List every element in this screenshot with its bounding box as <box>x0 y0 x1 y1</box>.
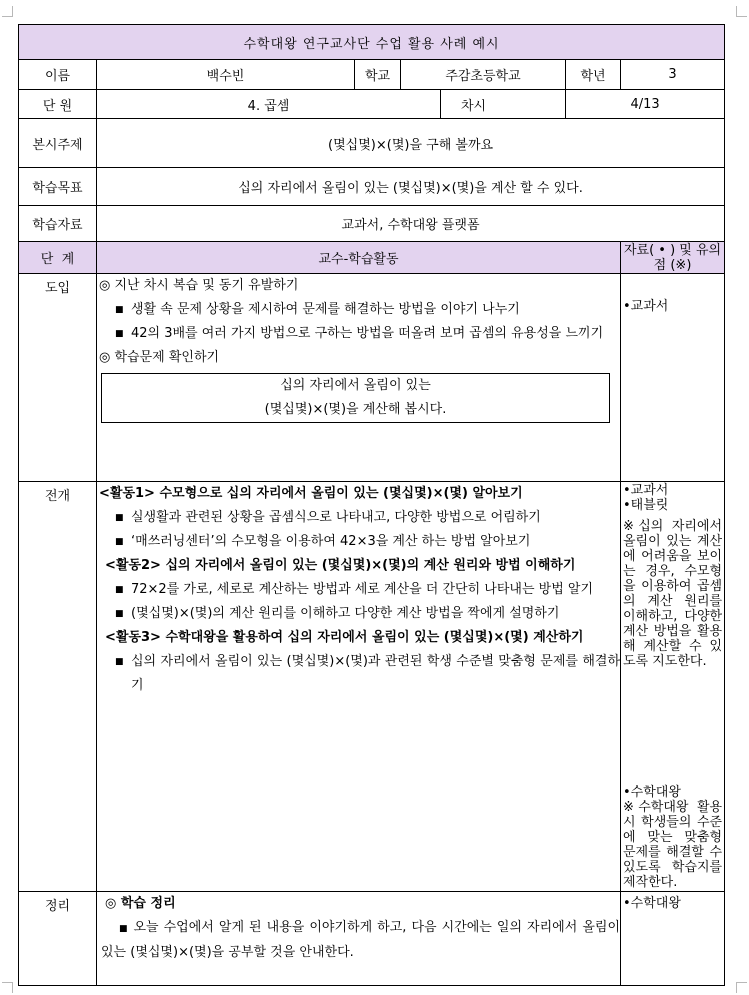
list-item: ■ 십의 자리에서 올림이 있는 (몇십몇)×(몇)과 관련된 학생 수준별 맞춤형 문제를 해결하기 <box>97 650 620 698</box>
learning-goal: 십의 자리에서 올림이 있는 (몇십몇)×(몇)을 계산 할 수 있다. <box>97 168 725 206</box>
intro-heading-goal: ◎ 학습문제 확인하기 <box>99 350 220 365</box>
material-note: •교과서 <box>623 299 669 314</box>
grade-value: 3 <box>621 60 725 90</box>
stage-develop: 전개 <box>19 482 97 892</box>
bullet-icon: ■ <box>115 329 124 339</box>
list-item: ■ (몇십몇)×(몇)의 계산 원리를 이해하고 다양한 계산 방법을 짝에게 설명하기 <box>97 602 620 626</box>
page-corner-mark <box>736 6 747 17</box>
list-item: ■ 42의 3배를 여러 가지 방법으로 구하는 방법을 떠올려 보며 곱셈의 유용성을 느끼기 <box>97 322 620 346</box>
wrap-heading: ◎ 학습 정리 <box>105 896 176 911</box>
topic-label: 본시주제 <box>19 119 97 168</box>
period-label: 차시 <box>441 90 566 119</box>
intro-notes <box>621 274 725 482</box>
school-name: 주감초등학교 <box>401 60 566 90</box>
bullet-icon: ■ <box>119 924 129 934</box>
develop-notes <box>621 482 725 892</box>
unit-value: 4. 곱셈 <box>97 90 441 119</box>
teacher-name: 백수빈 <box>97 60 355 90</box>
learning-problem-box <box>101 373 610 423</box>
develop-notes-text <box>621 482 724 891</box>
material-note: •교과서 <box>623 483 669 498</box>
name-label: 이름 <box>19 60 97 90</box>
lesson-topic: (몇십몇)×(몇)을 구해 볼까요 <box>97 119 725 168</box>
stage-header: 단 계 <box>19 242 97 274</box>
page-corner-mark <box>2 982 13 993</box>
bullet-icon: ■ <box>115 609 124 619</box>
materials-label: 학습자료 <box>19 206 97 242</box>
stage-wrap: 정리 <box>19 892 97 986</box>
page-title: 수학대왕 연구교사단 수업 활용 사례 예시 <box>19 25 725 60</box>
wrap-activities <box>97 892 621 986</box>
material-note: •수학대왕 <box>623 785 681 800</box>
intro-activities <box>97 274 621 482</box>
page-corner-mark <box>736 982 747 993</box>
grade-label: 학년 <box>566 60 621 90</box>
learning-materials: 교과서, 수학대왕 플랫폼 <box>97 206 725 242</box>
develop-activities <box>97 482 621 892</box>
list-item: ■ 실생활과 관련된 상황을 곱셈식으로 나타내고, 다양한 방법으로 어림하기 <box>97 506 620 530</box>
bullet-icon: ■ <box>115 305 124 315</box>
activity-2-title: <활동2> 십의 자리에서 올림이 있는 (몇십몇)×(몇)의 계산 원리와 방법 이해하기 <box>105 558 576 573</box>
activity-header: 교수-학습활동 <box>97 242 621 274</box>
page-corner-mark <box>2 6 13 17</box>
activity-1-title: <활동1> 수모형으로 십의 자리에서 올림이 있는 (몇십몇)×(몇) 알아보기 <box>99 486 523 501</box>
list-item: ■ ‘매쓰러닝센터’의 수모형을 이용하여 42×3을 계산 하는 방법 알아보기 <box>97 530 620 554</box>
school-label: 학교 <box>355 60 401 90</box>
list-item: ■ 오늘 수업에서 알게 된 내용을 이야기하게 하고, 다음 시간에는 일의 자리에서 올림이 있는 (몇십몇)×(몇)을 공부할 것을 안내한다. <box>101 920 620 960</box>
bullet-icon: ■ <box>115 513 124 523</box>
goal-label: 학습목표 <box>19 168 97 206</box>
bullet-icon: ■ <box>115 585 124 595</box>
material-note: •수학대왕 <box>623 896 681 911</box>
stage-intro: 도입 <box>19 274 97 482</box>
wrap-notes <box>621 892 725 986</box>
activity-3-title: <활동3> 수학대왕을 활용하여 십의 자리에서 올림이 있는 (몇십몇)×(몇) 계산하기 <box>105 630 584 645</box>
lesson-plan-table <box>18 24 725 986</box>
unit-label: 단 원 <box>19 90 97 119</box>
period-value: 4/13 <box>566 90 725 119</box>
list-item: ■ 생활 속 문제 상황을 제시하여 문제를 해결하는 방법을 이야기 나누기 <box>97 298 620 322</box>
bullet-icon: ■ <box>115 537 124 547</box>
notes-header: 자료( • ) 및 유의점 (※) <box>621 242 725 274</box>
learning-problem-line: 십의 자리에서 올림이 있는 <box>280 378 431 393</box>
material-note: •태블릿 <box>623 498 669 513</box>
caution-note: ※십의 자리에서 올림이 있는 계산에 어려움을 보이는 경우, 수모형을 이용하여 곱셈의 계산 원리를 이해하고, 다양한 계산 방법을 활용해 계산할 수 있도록 지도한다. <box>623 519 723 669</box>
bullet-icon: ■ <box>115 657 124 667</box>
learning-problem-line: (몇십몇)×(몇)을 계산해 봅시다. <box>264 402 447 417</box>
caution-note: ※수학대왕 활용 시 학생들의 수준에 맞는 맞춤형 문제를 해결할 수 있도록 학습지를 제작한다. <box>623 800 723 890</box>
list-item: ■ 72×2를 가로, 세로로 계산하는 방법과 세로 계산을 더 간단히 나타내는 방법 알기 <box>97 578 620 602</box>
intro-heading-review: ◎ 지난 차시 복습 및 동기 유발하기 <box>99 278 299 293</box>
